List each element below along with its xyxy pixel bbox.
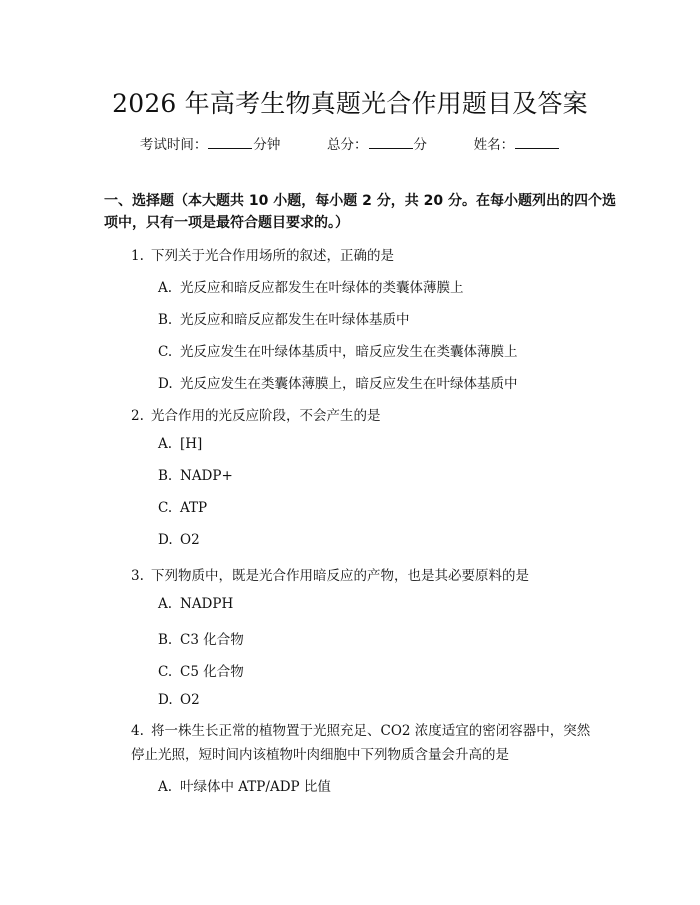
- option-3b: [158, 628, 244, 648]
- section-heading: 一、选择题（本大题共 10 小题，每小题 2 分，共 20 分。在每小题列出的四个选项中，只有一项是最符合题目要求的。）: [104, 193, 616, 231]
- time-label: 考试时间：: [139, 137, 208, 153]
- option-letter: C.: [158, 664, 173, 680]
- question-number: 2.: [131, 408, 144, 424]
- option-letter: B.: [158, 312, 173, 328]
- option-letter: A.: [158, 436, 173, 452]
- option-text: ATP: [180, 500, 208, 516]
- option-3c: [158, 660, 244, 680]
- option-1a: [158, 276, 464, 296]
- exam-meta: [0, 133, 700, 153]
- name-blank: [515, 136, 559, 149]
- question-number: 3.: [131, 568, 144, 584]
- option-text: 叶绿体中 ATP/ADP 比值: [180, 779, 331, 795]
- time-blank: [208, 136, 252, 149]
- score-unit: 分: [413, 137, 427, 153]
- option-text: C5 化合物: [180, 664, 244, 680]
- option-text: NADP+: [180, 468, 233, 484]
- option-text: C3 化合物: [180, 632, 244, 648]
- option-letter: A.: [158, 779, 173, 795]
- option-letter: C.: [158, 500, 173, 516]
- question-number: 1.: [131, 248, 144, 264]
- option-text: 光反应发生在叶绿体基质中，暗反应发生在类囊体薄膜上: [180, 344, 518, 360]
- question-2: [131, 404, 381, 424]
- question-number: 4.: [131, 723, 144, 739]
- option-3d: [158, 692, 200, 708]
- option-1d: [158, 372, 518, 392]
- option-text: O2: [180, 532, 200, 548]
- option-2b: [158, 468, 233, 484]
- time-unit: 分钟: [253, 137, 281, 153]
- option-1c: [158, 340, 518, 360]
- option-letter: D.: [158, 532, 173, 548]
- option-1b: [158, 308, 410, 328]
- question-text: 光合作用的光反应阶段，不会产生的是: [151, 408, 381, 424]
- option-3a: [158, 596, 233, 612]
- option-text: [H]: [180, 436, 203, 452]
- question-4: [131, 719, 601, 767]
- option-2d: [158, 532, 200, 548]
- option-letter: C.: [158, 344, 173, 360]
- option-text: 光反应和暗反应都发生在叶绿体基质中: [180, 312, 410, 328]
- option-4a: [158, 775, 331, 795]
- option-letter: B.: [158, 632, 173, 648]
- page-title: 2026 年高考生物真题光合作用题目及答案: [112, 89, 588, 118]
- option-letter: B.: [158, 468, 173, 484]
- score-label: 总分：: [327, 137, 368, 153]
- option-text: 光反应发生在类囊体薄膜上，暗反应发生在叶绿体基质中: [180, 376, 518, 392]
- question-1: [131, 244, 394, 264]
- option-2a: [158, 436, 202, 452]
- question-3: [131, 564, 529, 584]
- option-text: O2: [180, 692, 200, 708]
- option-letter: A.: [158, 596, 173, 612]
- score-blank: [369, 136, 413, 149]
- option-text: 光反应和暗反应都发生在叶绿体的类囊体薄膜上: [180, 280, 464, 296]
- option-letter: D.: [158, 692, 173, 708]
- name-label: 姓名：: [473, 137, 515, 153]
- option-letter: A.: [158, 280, 173, 296]
- option-text: NADPH: [180, 596, 234, 612]
- option-2c: [158, 500, 207, 516]
- question-text: 下列物质中，既是光合作用暗反应的产物，也是其必要原料的是: [151, 568, 529, 584]
- question-text: 下列关于光合作用场所的叙述，正确的是: [151, 248, 394, 264]
- option-letter: D.: [158, 376, 173, 392]
- question-text: 将一株生长正常的植物置于光照充足、CO2 浓度适宜的密闭容器中，突然停止光照，短时间内该植物叶肉细胞中下列物质含量会升高的是: [131, 723, 591, 763]
